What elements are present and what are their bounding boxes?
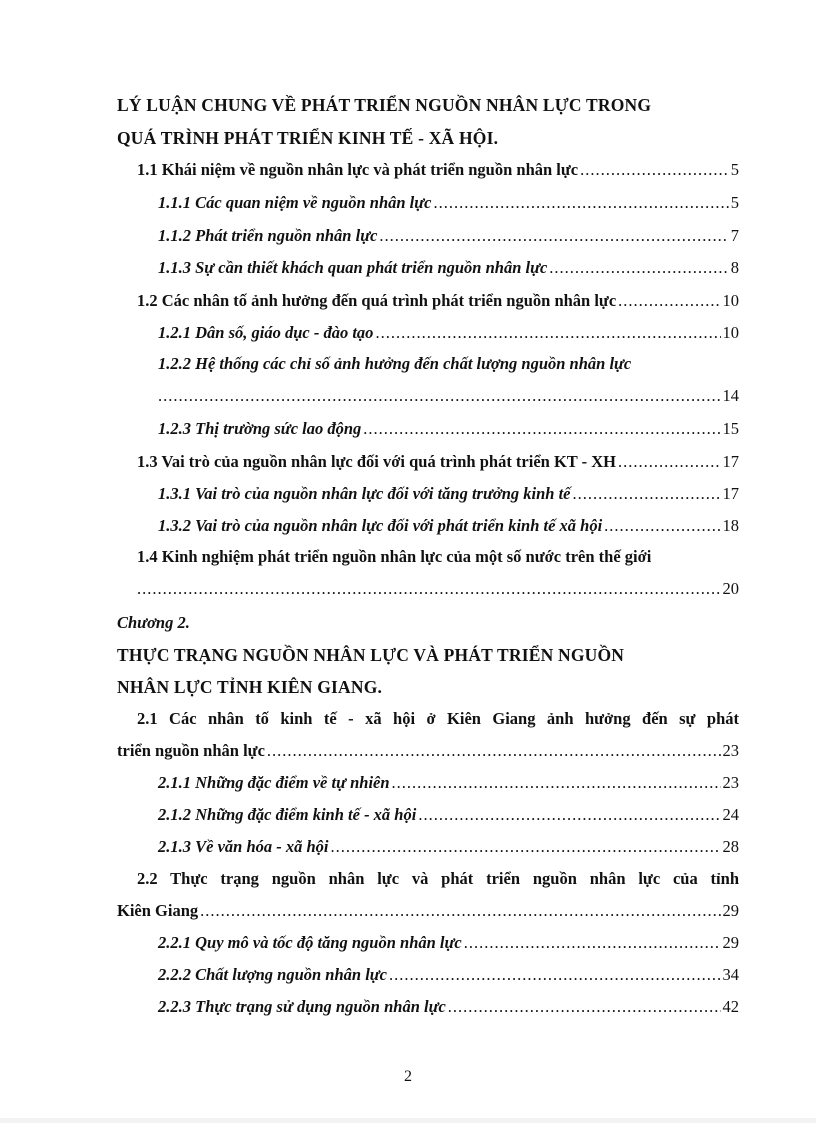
toc-entry-title: 1.1 Khái niệm về nguồn nhân lực và phát triển nguồn nhân lực (137, 160, 579, 179)
toc-page-number: 7 (730, 226, 739, 245)
leader-dots (379, 225, 728, 247)
toc-page-number: 5 (730, 193, 739, 212)
toc-entry-1-4-title[interactable]: 1.4 Kinh nghiệm phát triển nguồn nhân lực của một số nước trên thế giới (137, 547, 652, 566)
toc-entry-2-2-1[interactable] (158, 932, 739, 954)
leader-dots (200, 900, 720, 922)
toc-entry-1-3-2[interactable] (158, 515, 739, 537)
toc-entry-2-1-2[interactable] (158, 804, 739, 826)
toc-page-number: 29 (722, 901, 739, 920)
leader-dots (331, 836, 721, 858)
toc-page-number: 10 (722, 291, 739, 310)
toc-page-number: 17 (722, 484, 739, 503)
toc-entry-title: 1.1.1 Các quan niệm về nguồn nhân lực (158, 193, 432, 212)
chapter2-title-line1: THỰC TRẠNG NGUỒN NHÂN LỰC VÀ PHÁT TRIỂN NGUỒN (117, 645, 625, 665)
toc-entry-title: 2.2.3 Thực trạng sử dụng nguồn nhân lực (158, 997, 446, 1016)
toc-entry-title: 1.2.3 Thị trường sức lao động (158, 419, 362, 438)
leader-dots (433, 192, 728, 214)
toc-page-number: 28 (722, 837, 739, 856)
toc-entry-2-2-2[interactable] (158, 964, 739, 986)
toc-page-number: 14 (722, 386, 739, 405)
leader-dots (448, 996, 721, 1018)
toc-entry-title: 1.3.1 Vai trò của nguồn nhân lực đối với tăng trưởng kinh tế (158, 484, 571, 503)
toc-entry-title: 1.1.2 Phát triển nguồn nhân lực (158, 226, 378, 245)
toc-entry-title: 1.2.1 Dân số, giáo dục - đào tạo (158, 323, 374, 342)
leader-dots (549, 257, 728, 279)
chapter1-title-line2: QUÁ TRÌNH PHÁT TRIỂN KINH TẾ - XÃ HỘI. (117, 128, 499, 148)
toc-entry-2-1-1[interactable] (158, 772, 739, 794)
toc-entry-title: 1.1.3 Sự cần thiết khách quan phát triển nguồn nhân lực (158, 258, 548, 277)
page-number: 2 (404, 1068, 412, 1085)
toc-entry-1-2[interactable] (137, 290, 739, 312)
leader-dots (618, 290, 720, 312)
leader-dots (418, 804, 720, 826)
leader-dots (618, 451, 721, 473)
toc-entry-1-4-leader[interactable] (137, 578, 739, 600)
leader-dots (573, 483, 721, 505)
toc-entry-1-3-1[interactable] (158, 483, 739, 505)
leader-dots (158, 385, 721, 407)
toc-entry-1-2-3[interactable] (158, 418, 739, 440)
toc-entry-title: 1.2 Các nhân tố ảnh hưởng đến quá trình phát triển nguồn nhân lực (137, 291, 617, 310)
leader-dots (137, 578, 721, 600)
leader-dots (363, 418, 720, 440)
toc-entry-1-2-1[interactable] (158, 322, 739, 344)
toc-entry-2-1-3[interactable] (158, 836, 739, 858)
page-bottom-edge (0, 1118, 816, 1123)
toc-entry-1-3[interactable] (137, 451, 739, 473)
leader-dots (389, 964, 721, 986)
toc-entry-title: 1.3.2 Vai trò của nguồn nhân lực đối với phát triển kinh tế xã hội (158, 516, 603, 535)
toc-entry-1-1-3[interactable] (158, 257, 739, 279)
toc-page-number: 23 (722, 773, 739, 792)
toc-entry-1-1-1[interactable] (158, 192, 739, 214)
chapter1-title-line1: LÝ LUẬN CHUNG VỀ PHÁT TRIỂN NGUỒN NHÂN LỰC TRONG (117, 95, 652, 115)
toc-page-number: 29 (722, 933, 739, 952)
toc-entry-2-2-3[interactable] (158, 996, 739, 1018)
leader-dots (464, 932, 721, 954)
toc-entry-2-2-title[interactable]: 2.2 Thực trạng nguồn nhân lực và phát triển nguồn nhân lực của tỉnh (137, 869, 739, 888)
leader-dots (392, 772, 721, 794)
chapter2-title-line2: NHÂN LỰC TỈNH KIÊN GIANG. (117, 677, 383, 697)
toc-entry-title: triển nguồn nhân lực (117, 741, 265, 760)
toc-page-number: 42 (722, 997, 739, 1016)
toc-entry-2-1-title[interactable]: 2.1 Các nhân tố kinh tế - xã hội ở Kiên Giang ảnh hưởng đến sự phát (137, 709, 739, 728)
toc-entry-1-2-2-title[interactable]: 1.2.2 Hệ thống các chỉ số ảnh hưởng đến chất lượng nguồn nhân lực (158, 354, 632, 373)
toc-entry-1-2-2-leader[interactable] (158, 385, 739, 407)
toc-page-number: 23 (722, 741, 739, 760)
leader-dots (604, 515, 720, 537)
toc-entry-1-1-2[interactable] (158, 225, 739, 247)
toc-entry-title: 2.1.1 Những đặc điểm về tự nhiên (158, 773, 390, 792)
toc-page-number: 10 (722, 323, 739, 342)
toc-entry-2-2-leader[interactable] (117, 900, 739, 922)
toc-page-number: 5 (730, 160, 739, 179)
toc-page-number: 34 (722, 965, 739, 984)
toc-page-number: 15 (722, 419, 739, 438)
leader-dots (580, 159, 729, 181)
toc-entry-title: Kiên Giang (117, 901, 199, 920)
toc-entry-title: 2.2.1 Quy mô và tốc độ tăng nguồn nhân lực (158, 933, 462, 952)
toc-entry-2-1-leader[interactable] (117, 740, 739, 762)
leader-dots (375, 322, 720, 344)
toc-entry-title: 2.2.2 Chất lượng nguồn nhân lực (158, 965, 387, 984)
toc-entry-1-1[interactable] (137, 159, 739, 181)
toc-page-number: 24 (722, 805, 739, 824)
leader-dots (267, 740, 721, 762)
toc-entry-title: 1.3 Vai trò của nguồn nhân lực đối với quá trình phát triển KT - XH (137, 452, 616, 471)
toc-page-number: 18 (722, 516, 739, 535)
toc-page-number: 20 (722, 579, 739, 598)
toc-page-number: 8 (730, 258, 739, 277)
toc-entry-title: 2.1.3 Về văn hóa - xã hội (158, 837, 329, 856)
toc-entry-title: 2.1.2 Những đặc điểm kinh tế - xã hội (158, 805, 417, 824)
chapter2-label: Chương 2. (117, 613, 190, 632)
toc-page-number: 17 (722, 452, 739, 471)
